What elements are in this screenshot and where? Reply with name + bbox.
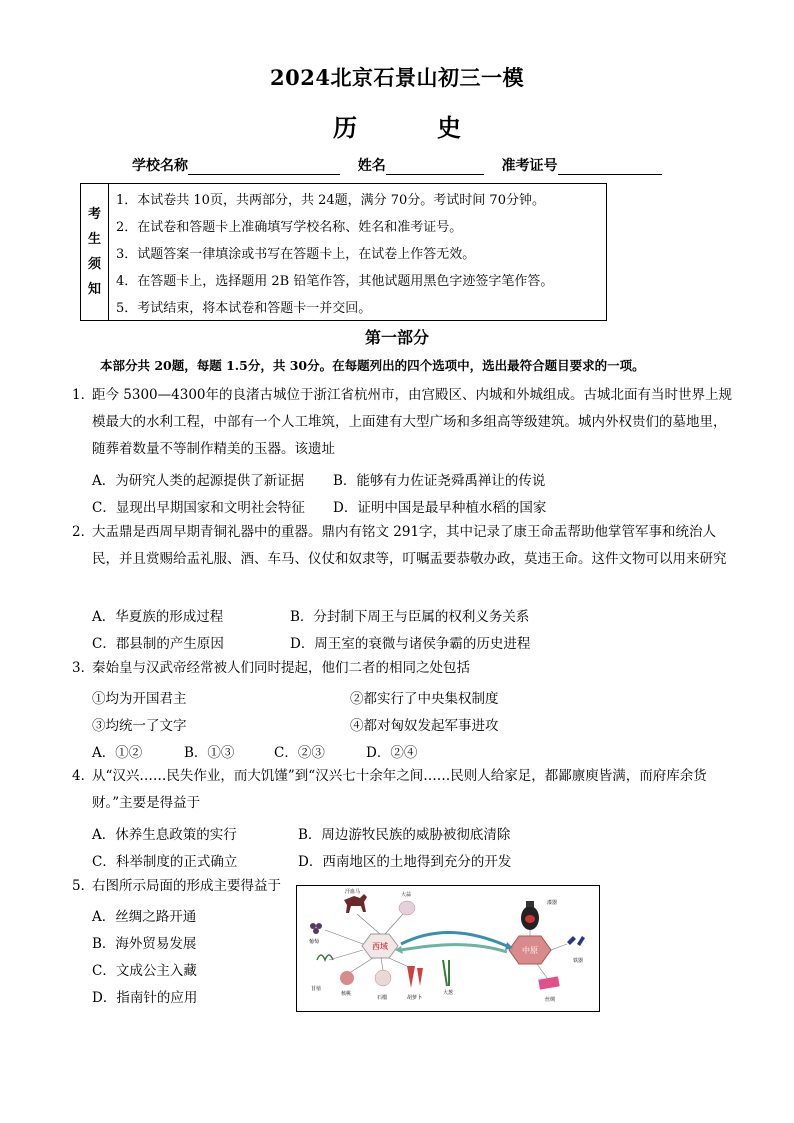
question-3: 3． 秦始皇与汉武帝经常被人们同时提起，他们二者的相同之处包括 (72, 655, 732, 682)
exam-subject: 历 史 (333, 113, 489, 142)
option-b: B．能够有力佐证尧舜禹禅让的传说 (333, 473, 546, 489)
item-label: 汗血马 (345, 889, 361, 895)
iron-tool-icon (567, 936, 576, 945)
option-a: A．华夏族的形成过程 (92, 609, 224, 625)
scallion-icon (443, 960, 447, 986)
school-blank (188, 158, 340, 175)
china-region-label: 中原 (522, 946, 538, 955)
option-a: A．丝绸之路开通 (92, 909, 197, 925)
connector-line (357, 914, 380, 934)
pomegranate-icon (375, 970, 391, 986)
item-label: 大葱 (443, 990, 454, 996)
garlic-icon (399, 901, 415, 915)
statement-2: ②都实行了中央集权制度 (350, 691, 499, 707)
connector-line (551, 944, 567, 950)
question-stem: 大盂鼎是西周早期青铜礼器中的重器。鼎内有铭文 291字，其中记录了康王命盂帮助他掌管军事和统治人民，并且赏赐给盂礼服、酒、车马、仪仗和奴隶等，叮嘱盂要恭敬办政，莫违王命。这件文物可以用来研究 (92, 524, 727, 567)
option-c: C．文成公主入藏 (92, 963, 197, 979)
option-b: B．周边游牧民族的威胁被彻底清除 (298, 827, 511, 843)
option-d: D．②④ (366, 745, 418, 761)
eastward-arrow (401, 945, 507, 952)
iron-tool-icon (577, 936, 585, 946)
item-label: 胡萝卜 (407, 995, 423, 1001)
carrot-icon (407, 966, 415, 988)
item-label: 丝绸 (545, 997, 556, 1003)
question-stem: 从“汉兴……民失作业，而大饥馑”到“汉兴七十余年之间……民则人给家足，都鄙廪庾皆满，而府库余货财。”主要是得益于 (92, 768, 707, 811)
option-c: C．郡县制的产生原因 (92, 636, 224, 652)
question-2: 2． 大盂鼎是西周早期青铜礼器中的重器。鼎内有铭文 291字，其中记录了康王命盂帮助他掌管军事和统治人民，并且赏赐给盂礼服、酒、车马、仪仗和奴隶等，叮嘱盂要恭敬办政，莫违王命。这件文物可以用来研究 (72, 519, 732, 573)
option-d: D．西南地区的土地得到充分的开发 (298, 854, 512, 870)
item-label: 核桃 (341, 991, 352, 997)
statement-4: ④都对匈奴发起军事进攻 (350, 718, 499, 734)
name-blank (386, 158, 484, 175)
option-d: D．周王室的衰微与诸侯争霸的历史进程 (290, 636, 531, 652)
connector-line (329, 950, 363, 960)
connector-line (389, 958, 411, 968)
option-b: B．①③ (184, 745, 235, 761)
item-label: 漆器 (547, 900, 558, 906)
candidate-notice-box (80, 183, 607, 321)
option-d: D．证明中国是最早种植水稻的国家 (333, 500, 547, 516)
question-stem: 距今 5300—4300年的良渚古城位于浙江省杭州市，由宫殿区、内城和外城组成。古城北面有当时世界上规模最大的水利工程，中部有一个人工堆筑，上面建有大型广场和多组高等级建筑。城内外权贵们的墓地里，随葬着数量不等制作精美的玉器。该遗址 (92, 387, 733, 457)
silk-icon (538, 976, 559, 989)
option-b: B．分封制下周王与臣属的权利义务关系 (290, 609, 530, 625)
horse-icon (344, 894, 367, 913)
school-label: 学校名称 (132, 158, 188, 174)
question-5: 5． 右图所示局面的形成主要得益于 (72, 873, 302, 900)
id-label: 准考证号 (501, 158, 558, 174)
connector-line (385, 914, 403, 934)
section-title: 第一部分 (364, 328, 429, 347)
option-a: A．①② (92, 745, 143, 761)
item-label: 石榴 (377, 995, 388, 1001)
question-1: 1． 距今 5300—4300年的良渚古城位于浙江省杭州市，由宫殿区、内城和外城组成。古城北面有当时世界上规模最大的水利工程，中部有一个人工堆筑，上面建有大型广场和多组高等级建筑。城内外权贵们的墓地里，随葬着数量不等制作精美的玉器。该遗址 (72, 382, 732, 463)
connector-line (381, 958, 383, 970)
silk-road-exchange-figure (296, 885, 600, 1012)
name-label: 姓名 (357, 158, 386, 174)
connector-line (537, 964, 547, 978)
id-blank (558, 158, 662, 175)
connector-line (351, 958, 373, 972)
connector-line (325, 930, 363, 944)
question-stem: 右图所示局面的形成主要得益于 (92, 878, 281, 894)
item-label: 大蒜 (401, 892, 412, 898)
carrot-icon (417, 968, 423, 986)
student-info-line (132, 155, 662, 175)
notice-item: 2．在试卷和答题卡上准确填写学校名称、姓名和准考证号。 (116, 220, 463, 235)
option-b: B．海外贸易发展 (92, 936, 197, 952)
exam-title: 2024北京石景山初三一模 (270, 65, 524, 90)
notice-item: 1．本试卷共 10页，共两部分，共 24题，满分 70分。考试时间 70分钟。 (116, 193, 545, 208)
grape-icon (316, 923, 322, 929)
question-stem: 秦始皇与汉武帝经常被人们同时提起，他们二者的相同之处包括 (92, 660, 470, 676)
walnut-icon (340, 971, 354, 985)
exchange-diagram (297, 886, 599, 1011)
grape-icon (313, 928, 319, 934)
item-label: 铁器 (573, 958, 584, 964)
notice-item: 4．在答题卡上，选择题用 2B 铅笔作答，其他试题用黑色字迹签字笔作答。 (116, 274, 554, 289)
section-intro: 本部分共 20题，每题 1.5分，共 30分。在每题列出的四个选项中，选出最符合题目要求的一项。 (100, 358, 645, 373)
option-c: C．显现出早期国家和文明社会特征 (92, 500, 305, 516)
item-label: 葡萄 (309, 939, 320, 945)
question-4: 4． 从“汉兴……民失作业，而大饥馑”到“汉兴七十余年之间……民则人给家足，都鄙廪庾皆满，而府库余货财。”主要是得益于 (72, 763, 732, 817)
notice-item: 3．试题答案一律填涂或书写在答题卡上，在试卷上作答无效。 (116, 247, 476, 262)
west-region-label: 西域 (372, 942, 388, 951)
vase-neck (526, 901, 534, 907)
option-a: A．为研究人类的起源提供了新证据 (92, 473, 305, 489)
vase-pattern (525, 915, 535, 923)
grape-icon (310, 923, 316, 929)
item-label: 苜蓿 (311, 986, 322, 992)
statement-3: ③均统一了文字 (92, 718, 187, 734)
option-a: A．休养生息政策的实行 (92, 827, 237, 843)
notice-label: 考 生 须 知 (81, 184, 109, 320)
option-d: D．指南针的应用 (92, 990, 198, 1006)
option-c: C．科举制度的正式确立 (92, 854, 238, 870)
notice-list (116, 187, 553, 322)
notice-item: 5．考试结束，将本试卷和答题卡一并交回。 (116, 301, 372, 316)
statement-1: ①均为开国君主 (92, 691, 187, 707)
option-c: C．②③ (274, 745, 325, 761)
